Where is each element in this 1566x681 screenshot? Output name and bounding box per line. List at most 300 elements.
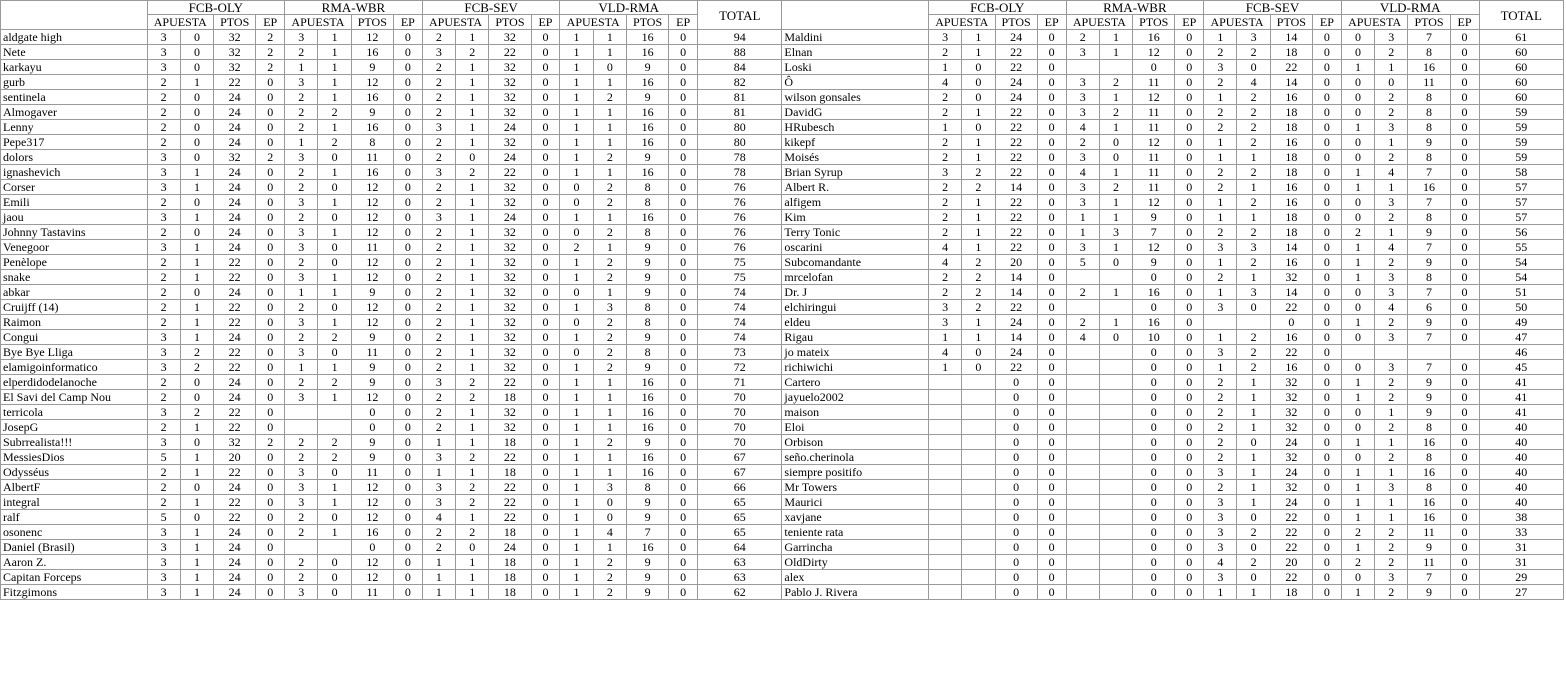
score-cell: 16 xyxy=(1270,195,1312,210)
total-cell: 70 xyxy=(698,420,782,435)
score-cell xyxy=(1066,360,1099,375)
score-cell: 1 xyxy=(318,315,351,330)
score-cell: 0 xyxy=(669,300,698,315)
score-cell: 0 xyxy=(1037,270,1066,285)
score-cell: 3 xyxy=(285,585,318,600)
score-cell: 1 xyxy=(593,285,626,300)
score-cell: 1 xyxy=(1099,30,1132,45)
score-cell: 2 xyxy=(285,510,318,525)
score-cell: 0 xyxy=(351,540,393,555)
score-cell: 9 xyxy=(627,435,669,450)
player-name: Terry Tonic xyxy=(782,225,929,240)
score-cell: 24 xyxy=(214,540,256,555)
score-cell xyxy=(1066,375,1099,390)
score-cell: 11 xyxy=(351,585,393,600)
score-cell: 5 xyxy=(1066,255,1099,270)
table-row xyxy=(1,150,1564,165)
score-cell: 0 xyxy=(669,570,698,585)
total-cell: 84 xyxy=(698,60,782,75)
match-header: RMA-WBR xyxy=(1066,1,1204,15)
score-cell: 0 xyxy=(1312,510,1341,525)
score-cell: 2 xyxy=(285,525,318,540)
score-cell: 9 xyxy=(1133,210,1175,225)
header-blank-cell xyxy=(782,1,929,30)
score-cell xyxy=(285,405,318,420)
score-cell: 24 xyxy=(214,330,256,345)
score-cell: 2 xyxy=(593,570,626,585)
score-cell: 1 xyxy=(1341,315,1374,330)
score-cell: 24 xyxy=(214,285,256,300)
score-cell: 1 xyxy=(180,465,213,480)
score-cell: 2 xyxy=(147,225,180,240)
score-cell: 2 xyxy=(1066,315,1099,330)
score-cell: 2 xyxy=(1204,165,1237,180)
score-cell: 11 xyxy=(1133,180,1175,195)
score-cell: 22 xyxy=(214,405,256,420)
total-cell: 72 xyxy=(698,360,782,375)
ep-header: EP xyxy=(669,15,698,30)
score-cell: 2 xyxy=(1375,375,1408,390)
score-cell: 0 xyxy=(669,525,698,540)
score-cell: 0 xyxy=(180,375,213,390)
score-cell: 16 xyxy=(627,420,669,435)
score-cell: 0 xyxy=(669,330,698,345)
score-cell: 16 xyxy=(627,105,669,120)
score-cell: 0 xyxy=(531,240,560,255)
score-cell: 0 xyxy=(1037,585,1066,600)
score-cell: 18 xyxy=(1270,105,1312,120)
score-cell: 8 xyxy=(627,195,669,210)
score-cell: 3 xyxy=(147,150,180,165)
score-cell: 0 xyxy=(1037,315,1066,330)
score-cell: 0 xyxy=(1312,345,1341,360)
score-cell: 0 xyxy=(669,285,698,300)
score-cell xyxy=(1237,315,1270,330)
ep-header: EP xyxy=(1175,15,1204,30)
score-cell: 0 xyxy=(669,255,698,270)
score-cell: 1 xyxy=(1341,120,1374,135)
score-cell: 0 xyxy=(531,195,560,210)
score-cell: 0 xyxy=(962,360,995,375)
table-row xyxy=(1,90,1564,105)
score-cell: 16 xyxy=(1133,285,1175,300)
player-name: Lenny xyxy=(1,120,148,135)
score-cell: 0 xyxy=(669,420,698,435)
score-cell xyxy=(1066,510,1099,525)
score-cell: 0 xyxy=(531,180,560,195)
player-name: elchiringui xyxy=(782,300,929,315)
score-cell: 2 xyxy=(593,360,626,375)
score-cell: 2 xyxy=(1375,255,1408,270)
score-cell: 1 xyxy=(285,285,318,300)
score-cell: 2 xyxy=(422,285,455,300)
score-cell: 1 xyxy=(1204,195,1237,210)
score-cell: 0 xyxy=(393,135,422,150)
player-name: dolors xyxy=(1,150,148,165)
table-row xyxy=(1,360,1564,375)
score-cell: 3 xyxy=(147,165,180,180)
score-cell: 2 xyxy=(422,255,455,270)
score-cell: 0 xyxy=(669,555,698,570)
score-cell: 14 xyxy=(995,180,1037,195)
score-cell: 0 xyxy=(1450,120,1479,135)
player-name: Albert R. xyxy=(782,180,929,195)
score-cell: 0 xyxy=(393,360,422,375)
score-cell: 0 xyxy=(256,405,285,420)
score-cell: 12 xyxy=(1133,90,1175,105)
score-cell: 0 xyxy=(1312,240,1341,255)
score-cell: 0 xyxy=(456,540,489,555)
match-header: FCB-SEV xyxy=(1204,1,1342,15)
score-cell: 2 xyxy=(1237,135,1270,150)
total-cell: 59 xyxy=(1479,120,1564,135)
score-cell: 0 xyxy=(995,555,1037,570)
score-cell: 22 xyxy=(1270,570,1312,585)
score-cell: 12 xyxy=(351,270,393,285)
score-cell: 0 xyxy=(962,90,995,105)
score-cell: 0 xyxy=(393,90,422,105)
score-cell: 0 xyxy=(1037,300,1066,315)
score-cell: 3 xyxy=(147,210,180,225)
score-cell: 3 xyxy=(147,555,180,570)
score-cell: 2 xyxy=(1204,225,1237,240)
score-cell: 22 xyxy=(489,45,531,60)
score-cell: 4 xyxy=(1375,240,1408,255)
player-name: Pablo J. Rivera xyxy=(782,585,929,600)
score-cell: 2 xyxy=(928,180,961,195)
score-cell: 2 xyxy=(285,555,318,570)
score-cell: 16 xyxy=(351,45,393,60)
score-cell xyxy=(1066,60,1099,75)
score-cell: 2 xyxy=(1375,150,1408,165)
player-name: teniente rata xyxy=(782,525,929,540)
score-cell: 1 xyxy=(560,525,593,540)
score-cell: 2 xyxy=(1375,45,1408,60)
score-cell: 0 xyxy=(1133,390,1175,405)
match-header: VLD-RMA xyxy=(560,1,698,15)
score-cell: 12 xyxy=(351,30,393,45)
score-cell: 2 xyxy=(1375,315,1408,330)
score-cell: 2 xyxy=(560,240,593,255)
score-cell: 0 xyxy=(1450,480,1479,495)
score-cell: 0 xyxy=(531,285,560,300)
score-cell: 14 xyxy=(995,270,1037,285)
player-name: Corser xyxy=(1,180,148,195)
apuesta-header: APUESTA xyxy=(1341,15,1408,30)
score-cell: 24 xyxy=(489,150,531,165)
score-cell: 0 xyxy=(669,30,698,45)
score-cell: 16 xyxy=(627,30,669,45)
score-cell: 1 xyxy=(1204,210,1237,225)
score-cell: 1 xyxy=(560,255,593,270)
score-cell: 2 xyxy=(285,255,318,270)
ptos-header: PTOS xyxy=(627,15,669,30)
score-cell: 2 xyxy=(456,375,489,390)
score-cell: 7 xyxy=(1408,330,1450,345)
score-cell: 0 xyxy=(1312,555,1341,570)
score-cell: 0 xyxy=(1312,210,1341,225)
score-cell: 1 xyxy=(560,105,593,120)
score-cell: 0 xyxy=(318,585,351,600)
player-name: abkar xyxy=(1,285,148,300)
player-name: Moisés xyxy=(782,150,929,165)
score-cell xyxy=(1099,495,1132,510)
score-cell xyxy=(928,570,961,585)
score-cell: 4 xyxy=(422,510,455,525)
total-cell: 59 xyxy=(1479,135,1564,150)
player-name: Eloi xyxy=(782,420,929,435)
score-cell: 2 xyxy=(285,120,318,135)
score-cell: 12 xyxy=(351,210,393,225)
score-cell: 0 xyxy=(669,180,698,195)
score-cell: 0 xyxy=(393,210,422,225)
score-cell: 0 xyxy=(1037,405,1066,420)
score-cell: 2 xyxy=(1237,90,1270,105)
score-cell: 2 xyxy=(422,315,455,330)
score-cell: 8 xyxy=(1408,120,1450,135)
score-cell: 12 xyxy=(351,300,393,315)
score-cell: 0 xyxy=(531,255,560,270)
total-cell: 49 xyxy=(1479,315,1564,330)
score-cell: 32 xyxy=(489,285,531,300)
score-cell: 2 xyxy=(1204,450,1237,465)
score-cell: 0 xyxy=(531,315,560,330)
score-cell: 1 xyxy=(456,180,489,195)
score-cell: 9 xyxy=(1408,315,1450,330)
score-cell: 3 xyxy=(285,465,318,480)
score-cell: 1 xyxy=(560,120,593,135)
score-cell: 0 xyxy=(1175,75,1204,90)
score-cell: 1 xyxy=(318,270,351,285)
score-cell: 2 xyxy=(285,180,318,195)
score-cell: 0 xyxy=(1450,285,1479,300)
score-cell: 24 xyxy=(995,30,1037,45)
score-cell: 0 xyxy=(1312,570,1341,585)
score-cell: 0 xyxy=(1312,420,1341,435)
score-cell: 0 xyxy=(1341,210,1374,225)
score-cell: 2 xyxy=(147,270,180,285)
score-cell: 0 xyxy=(531,210,560,225)
apuesta-header: APUESTA xyxy=(147,15,214,30)
score-cell: 0 xyxy=(393,120,422,135)
score-cell: 0 xyxy=(256,525,285,540)
score-cell: 0 xyxy=(1175,570,1204,585)
score-cell: 2 xyxy=(1341,555,1374,570)
score-cell: 2 xyxy=(1066,135,1099,150)
table-row xyxy=(1,240,1564,255)
score-cell: 0 xyxy=(1133,465,1175,480)
score-cell: 3 xyxy=(928,300,961,315)
score-cell: 1 xyxy=(962,240,995,255)
score-cell: 18 xyxy=(489,570,531,585)
score-cell: 22 xyxy=(995,165,1037,180)
score-cell: 1 xyxy=(456,405,489,420)
score-cell: 1 xyxy=(318,495,351,510)
score-cell: 11 xyxy=(1133,75,1175,90)
score-cell: 32 xyxy=(489,330,531,345)
total-cell: 80 xyxy=(698,120,782,135)
score-cell xyxy=(1066,450,1099,465)
score-cell: 0 xyxy=(180,510,213,525)
score-cell: 3 xyxy=(285,195,318,210)
score-cell: 1 xyxy=(456,255,489,270)
score-cell xyxy=(1099,300,1132,315)
score-cell: 2 xyxy=(1375,90,1408,105)
score-cell xyxy=(1066,555,1099,570)
score-cell: 2 xyxy=(422,540,455,555)
score-cell: 22 xyxy=(995,120,1037,135)
score-cell: 0 xyxy=(1375,75,1408,90)
score-cell: 3 xyxy=(1066,75,1099,90)
score-cell: 18 xyxy=(489,525,531,540)
score-cell: 0 xyxy=(1037,135,1066,150)
total-cell: 40 xyxy=(1479,450,1564,465)
score-cell: 2 xyxy=(928,135,961,150)
score-cell: 24 xyxy=(214,240,256,255)
score-cell: 1 xyxy=(560,270,593,285)
score-cell: 9 xyxy=(627,270,669,285)
score-cell: 0 xyxy=(531,300,560,315)
score-cell: 2 xyxy=(1237,255,1270,270)
score-cell: 0 xyxy=(180,105,213,120)
score-cell: 2 xyxy=(928,270,961,285)
score-cell: 0 xyxy=(1450,555,1479,570)
score-cell: 0 xyxy=(531,420,560,435)
score-cell: 1 xyxy=(318,285,351,300)
score-cell: 0 xyxy=(393,195,422,210)
score-cell: 0 xyxy=(180,195,213,210)
score-cell: 0 xyxy=(1312,285,1341,300)
score-cell: 32 xyxy=(489,180,531,195)
score-cell: 0 xyxy=(393,165,422,180)
score-cell: 3 xyxy=(1066,105,1099,120)
score-cell: 8 xyxy=(1408,210,1450,225)
score-cell: 8 xyxy=(1408,105,1450,120)
table-row xyxy=(1,255,1564,270)
score-cell: 0 xyxy=(1175,120,1204,135)
score-cell: 0 xyxy=(180,150,213,165)
score-cell xyxy=(1099,465,1132,480)
score-cell: 0 xyxy=(393,150,422,165)
player-name: Daniel (Brasil) xyxy=(1,540,148,555)
score-cell: 0 xyxy=(995,540,1037,555)
score-cell: 0 xyxy=(531,465,560,480)
score-cell: 2 xyxy=(147,420,180,435)
total-cell: 65 xyxy=(698,525,782,540)
score-cell: 1 xyxy=(318,120,351,135)
player-name: Maurici xyxy=(782,495,929,510)
score-cell: 2 xyxy=(422,270,455,285)
score-cell: 0 xyxy=(1133,405,1175,420)
score-cell: 1 xyxy=(1237,150,1270,165)
player-name: Pepe317 xyxy=(1,135,148,150)
score-cell: 0 xyxy=(669,105,698,120)
score-cell xyxy=(318,420,351,435)
score-cell: 0 xyxy=(1450,195,1479,210)
score-cell: 0 xyxy=(1450,360,1479,375)
score-cell: 16 xyxy=(351,525,393,540)
score-cell: 1 xyxy=(593,405,626,420)
score-cell: 1 xyxy=(1099,90,1132,105)
score-cell: 3 xyxy=(928,165,961,180)
score-cell xyxy=(962,480,995,495)
score-cell: 2 xyxy=(285,435,318,450)
score-cell: 0 xyxy=(1175,135,1204,150)
score-cell: 0 xyxy=(1133,435,1175,450)
score-cell: 22 xyxy=(995,225,1037,240)
score-cell: 1 xyxy=(318,360,351,375)
total-cell: 59 xyxy=(1479,150,1564,165)
table-row xyxy=(1,105,1564,120)
ptos-header: PTOS xyxy=(995,15,1037,30)
table-row xyxy=(1,480,1564,495)
score-cell: 2 xyxy=(147,495,180,510)
score-cell: 2 xyxy=(422,360,455,375)
score-cell: 1 xyxy=(1066,225,1099,240)
score-cell: 0 xyxy=(1312,120,1341,135)
score-cell: 32 xyxy=(1270,390,1312,405)
score-cell: 2 xyxy=(962,270,995,285)
score-cell: 0 xyxy=(1175,525,1204,540)
total-header: TOTAL xyxy=(1479,1,1564,30)
score-cell: 1 xyxy=(560,555,593,570)
score-cell xyxy=(1066,270,1099,285)
score-cell: 2 xyxy=(422,75,455,90)
ep-header: EP xyxy=(256,15,285,30)
score-cell: 22 xyxy=(489,375,531,390)
score-cell: 0 xyxy=(1312,75,1341,90)
score-cell: 2 xyxy=(285,105,318,120)
score-cell: 2 xyxy=(285,375,318,390)
score-cell: 12 xyxy=(351,315,393,330)
score-cell: 2 xyxy=(285,300,318,315)
score-cell: 0 xyxy=(1450,30,1479,45)
score-cell: 0 xyxy=(1450,540,1479,555)
player-name: Aaron Z. xyxy=(1,555,148,570)
score-cell: 16 xyxy=(627,465,669,480)
score-cell: 24 xyxy=(214,390,256,405)
score-cell: 0 xyxy=(593,510,626,525)
score-cell: 1 xyxy=(1375,60,1408,75)
score-cell: 0 xyxy=(560,195,593,210)
score-cell: 0 xyxy=(1341,570,1374,585)
score-cell: 3 xyxy=(147,180,180,195)
score-cell: 1 xyxy=(593,45,626,60)
player-name: Raimon xyxy=(1,315,148,330)
score-cell: 14 xyxy=(1270,75,1312,90)
score-cell: 0 xyxy=(1037,510,1066,525)
score-cell: 0 xyxy=(1037,345,1066,360)
score-cell: 4 xyxy=(928,240,961,255)
score-cell: 0 xyxy=(393,75,422,90)
score-cell xyxy=(928,510,961,525)
score-cell: 0 xyxy=(256,135,285,150)
score-cell: 2 xyxy=(1375,525,1408,540)
score-cell: 0 xyxy=(256,345,285,360)
score-cell: 1 xyxy=(180,570,213,585)
score-cell: 22 xyxy=(995,240,1037,255)
score-cell: 1 xyxy=(1099,285,1132,300)
score-cell: 16 xyxy=(351,90,393,105)
total-cell: 51 xyxy=(1479,285,1564,300)
player-name: Congui xyxy=(1,330,148,345)
table-row xyxy=(1,345,1564,360)
score-cell: 8 xyxy=(627,345,669,360)
score-cell: 0 xyxy=(669,135,698,150)
ptos-header: PTOS xyxy=(1133,15,1175,30)
ptos-header: PTOS xyxy=(351,15,393,30)
score-cell: 4 xyxy=(1204,555,1237,570)
